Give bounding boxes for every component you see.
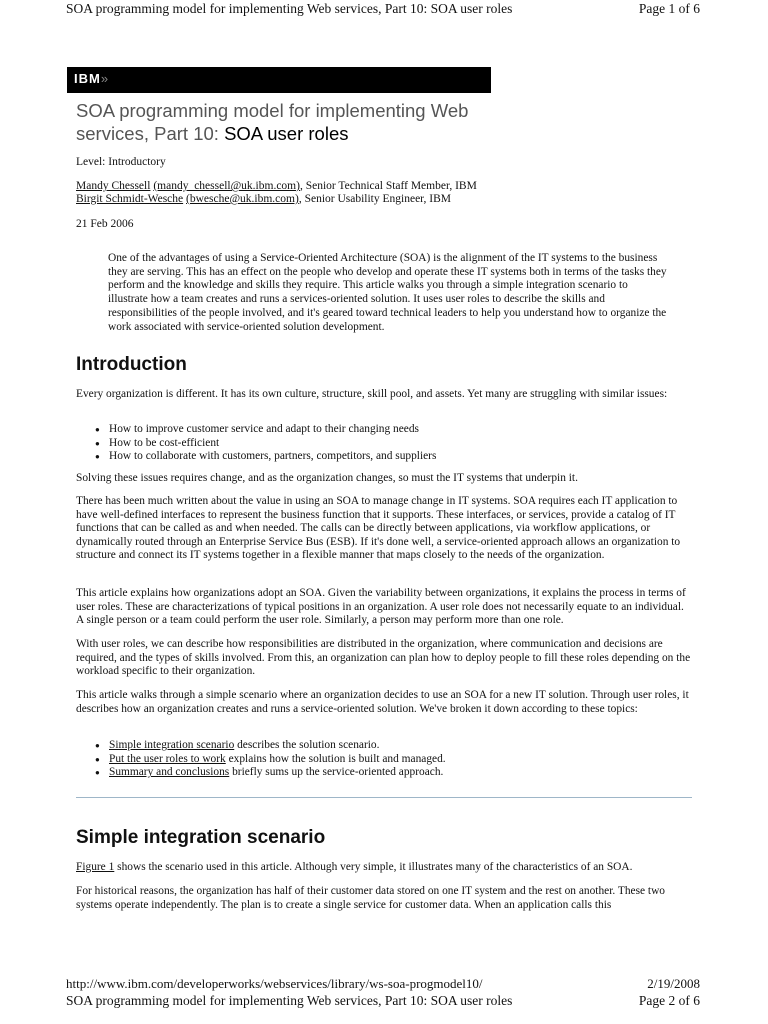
topic-link-simple-integration[interactable]: Simple integration scenario [109, 739, 235, 751]
list-item: ● Summary and conclusions briefly sums up the service-oriented approach. [93, 766, 446, 780]
article-date: 21 Feb 2006 [76, 218, 134, 230]
paragraph: Figure 1 shows the scenario used in this article. Although very simple, it illustrates many of the characteristics of an SOA. [76, 861, 633, 873]
article-title: SOA programming model for implementing Web services, Part 10: SOA user roles [76, 100, 469, 144]
footer-doc-title: SOA programming model for implementing Web services, Part 10: SOA user roles [66, 993, 513, 1008]
footer-date: 2/19/2008 [647, 976, 700, 991]
author-line: Mandy Chessell (mandy_chessell@uk.ibm.com), Senior Technical Staff Member, IBM [76, 180, 477, 192]
paragraph: With user roles, we can describe how responsibilities are distributed in the organization, where communication and decisions are required, and the types of skills involved. From this, an organization can plan how to deploy people to fill these roles depending on the workload specific to their organization. [76, 638, 691, 678]
list-item: ● Simple integration scenario describes the solution scenario. [93, 739, 446, 753]
section-divider [76, 797, 692, 798]
paragraph: For historical reasons, the organization has half of their customer data stored on one IT system and the rest on another. These two systems operate independently. The plan is to create a single service for customer data. When an application calls this [76, 885, 665, 911]
paragraph: This article walks through a simple scenario where an organization decides to use an SOA for a new IT solution. Through user roles, it describes how an organization creates and runs a service-oriented solution. We've broken it down according to these topics: [76, 689, 689, 715]
footer-url: http://www.ibm.com/developerworks/webservices/library/ws-soa-progmodel10/ [66, 976, 483, 991]
ibm-banner [67, 67, 491, 93]
paragraph: This article explains how organizations adopt an SOA. Given the variability between organizations, it explains the process in terms of user roles. These are characterizations of typical positions in an organization. A user role does not necessarily equate to an individual. A single person or a team could perform the user role. Similarly, a person may perform more than one role. [76, 587, 686, 627]
topic-link-summary[interactable]: Summary and conclusions [109, 766, 230, 779]
header-doc-title: SOA programming model for implementing Web services, Part 10: SOA user roles [66, 1, 513, 16]
print-header-page-2 [66, 993, 700, 1009]
list-item: ● How to improve customer service and adapt to their changing needs [93, 423, 436, 437]
section-heading-introduction: Introduction [76, 354, 187, 375]
topics-list [93, 739, 446, 780]
topic-link-user-roles[interactable]: Put the user roles to work [109, 752, 226, 765]
paragraph: Solving these issues requires change, and as the organization changes, so must the IT systems that underpin it. [76, 472, 578, 484]
issues-list [93, 423, 436, 464]
section-heading-scenario: Simple integration scenario [76, 827, 326, 848]
list-item: ● How to collaborate with customers, partners, competitors, and suppliers [93, 450, 436, 464]
header-page-number: Page 1 of 6 [638, 1, 700, 16]
author-line: Birgit Schmidt-Wesche (bwesche@uk.ibm.com), Senior Usability Engineer, IBM [76, 193, 452, 205]
paragraph: There has been much written about the value in using an SOA to manage change in IT systems. SOA requires each IT application to have well-defined interfaces to represent the business function that it supports. These interfaces, or services, provide a catalog of IT functions that can be called as and when needed. The calls can be directly between applications, via workflow applications, or dynamically routed through an Enterprise Service Bus (ESB). If it's done well, a service-oriented approach allows an organization to structure and connect its IT systems together in a flexible manner that maps closely to the needs of the organization. [76, 495, 681, 562]
author-link[interactable]: Birgit Schmidt-Wesche [76, 193, 184, 205]
author-email-link[interactable]: (bwesche@uk.ibm.com) [186, 193, 299, 205]
author-link[interactable]: Mandy Chessell [76, 180, 151, 192]
author-email-link[interactable]: (mandy_chessell@uk.ibm.com) [153, 180, 300, 192]
list-item: ● Put the user roles to work explains how the solution is built and managed. [93, 753, 446, 767]
article-level: Level: Introductory [76, 156, 166, 168]
ibm-logo[interactable]: IBM» [74, 71, 110, 86]
list-item: ● How to be cost-efficient [93, 437, 436, 451]
figure-link[interactable]: Figure 1 [76, 861, 115, 873]
print-header [66, 1, 700, 17]
footer-page-number: Page 2 of 6 [638, 993, 700, 1008]
paragraph: Every organization is different. It has its own culture, structure, skill pool, and assets. Yet many are struggling with similar issues: [76, 388, 668, 400]
article-abstract: One of the advantages of using a Service-Oriented Architecture (SOA) is the alignment of the IT systems to the business they are serving. This has an effect on the people who develop and operate these IT systems both in terms of the tasks they perform and the knowledge and skills they require. This article walks you through a simple integration scenario to illustrate how a team creates and runs a services-oriented solution. It uses user roles to describe the skills and responsibilities of the people involved, and it's geared toward technical leaders to help you understand how to organize the work associated with service-oriented solution development. [108, 252, 667, 333]
